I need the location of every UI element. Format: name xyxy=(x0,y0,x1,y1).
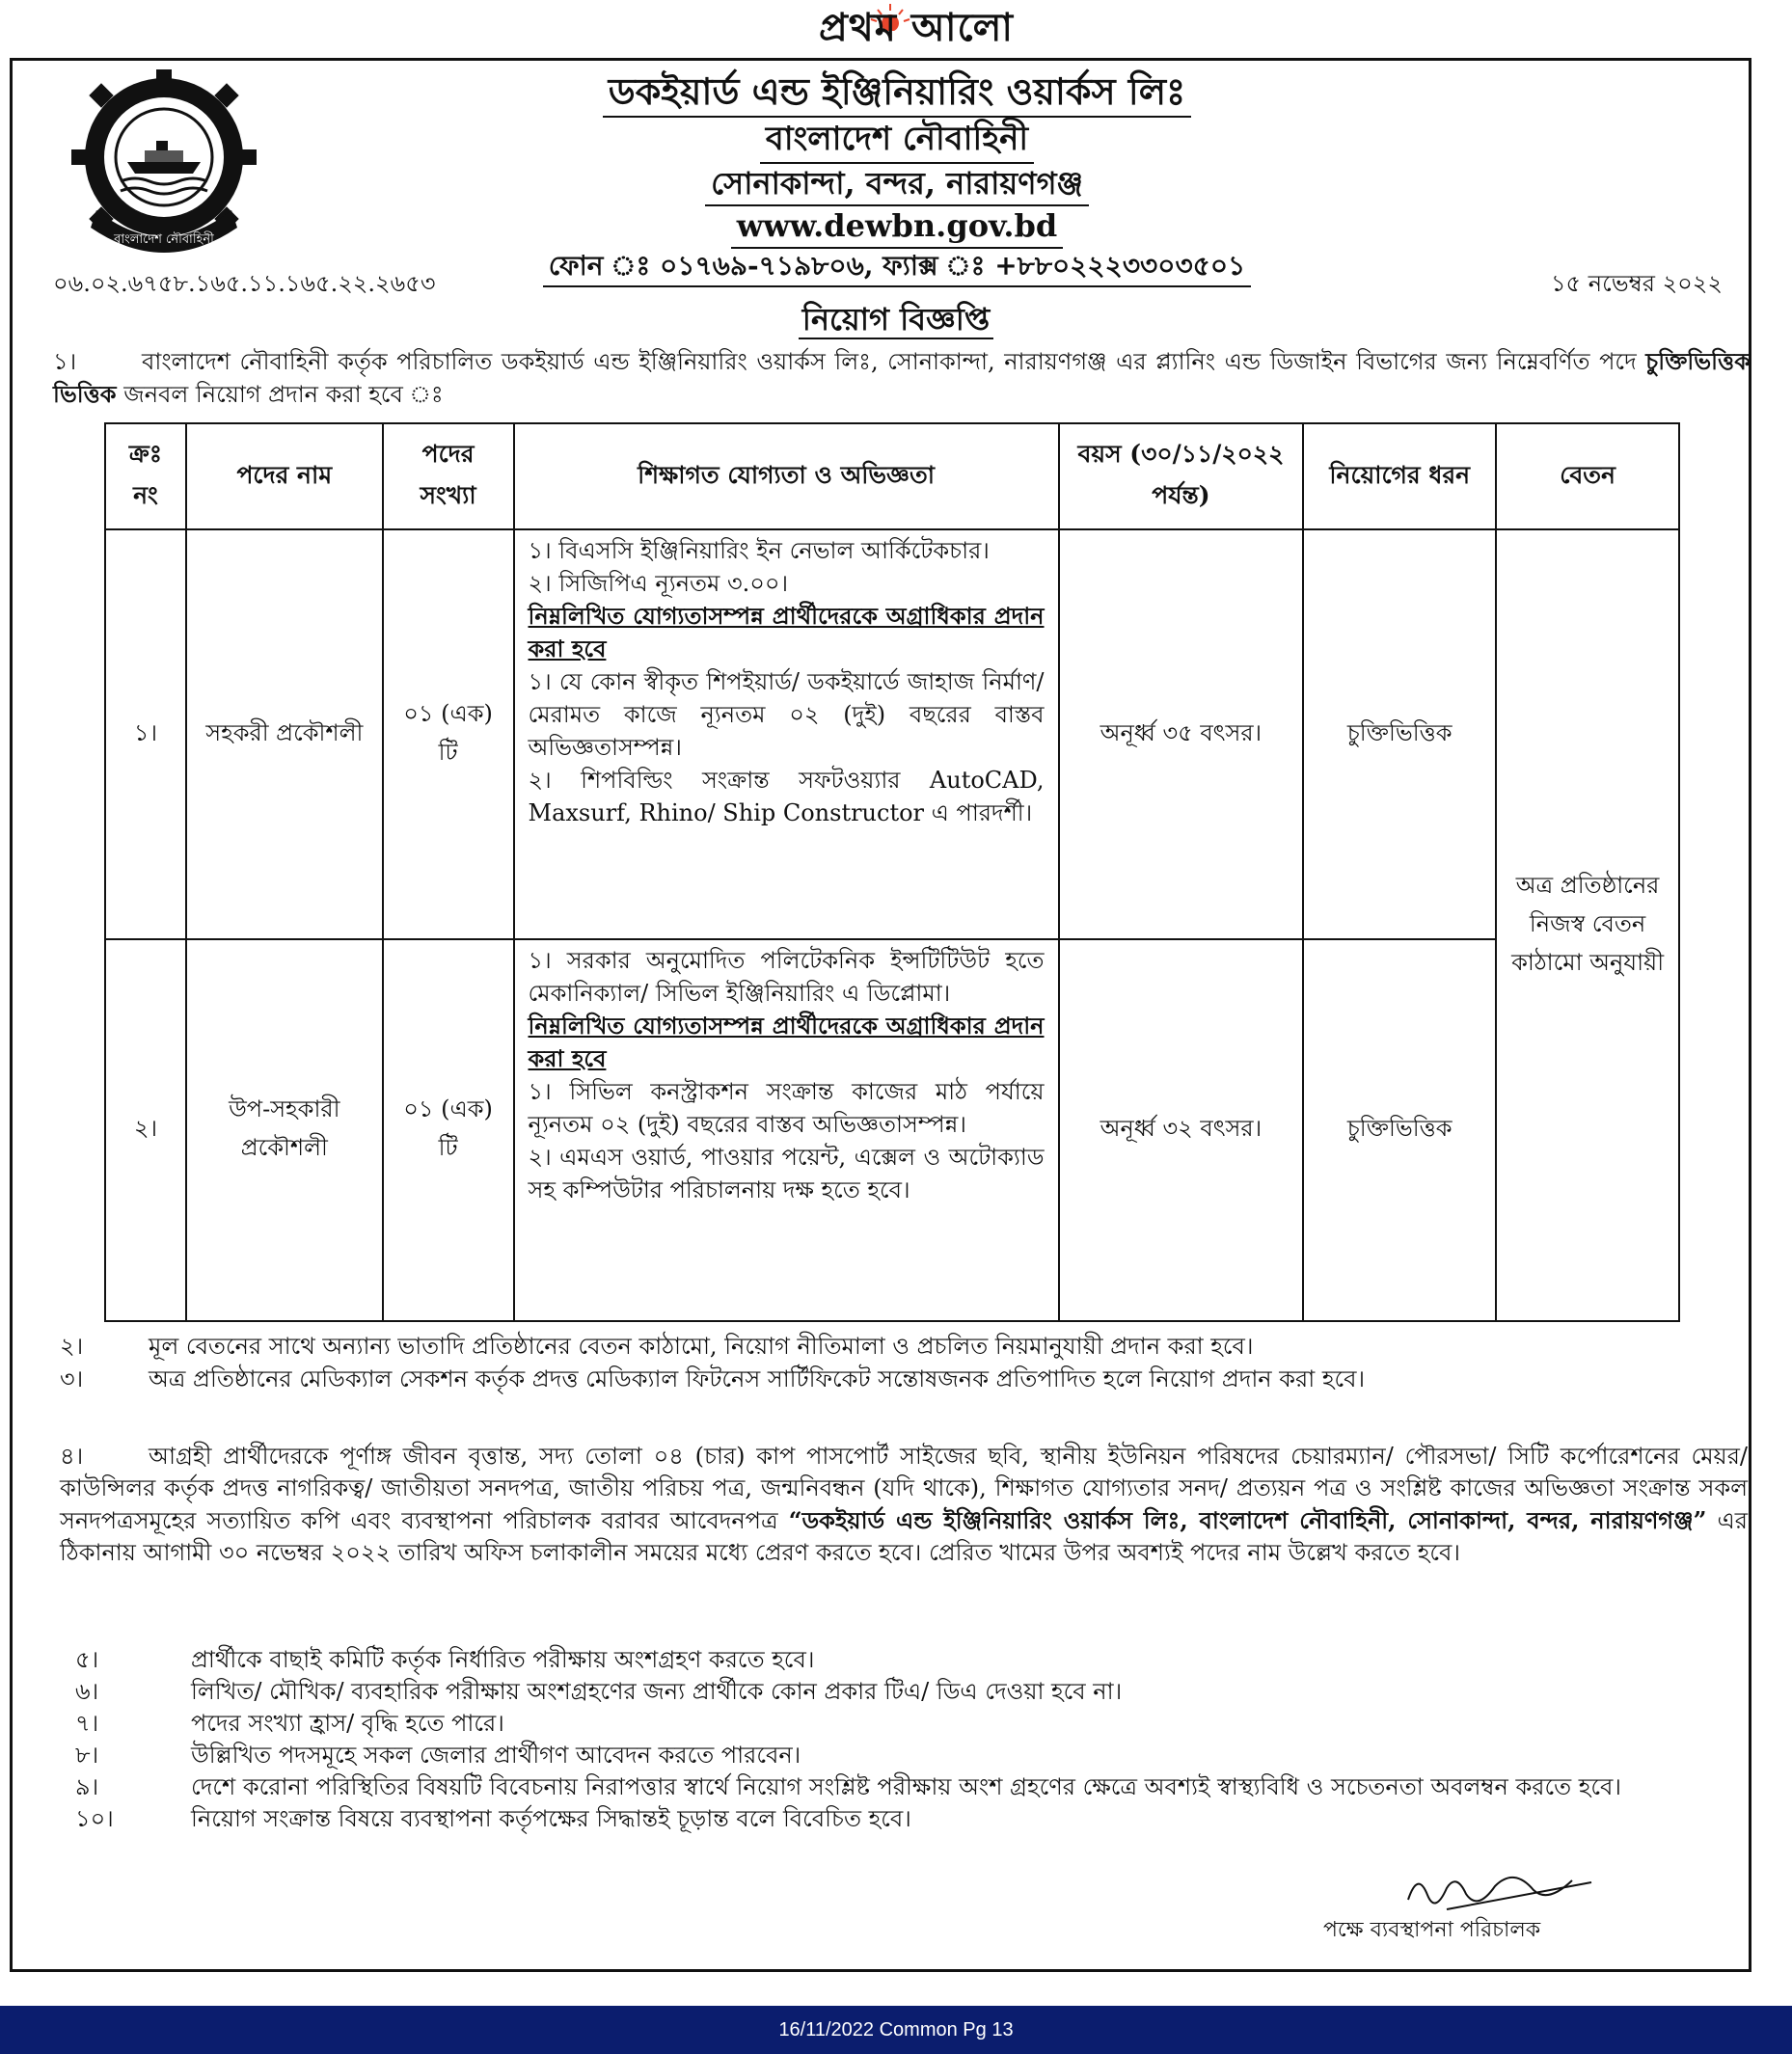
contact-line: ফোন ঃ ০১৭৬৯-৭১৯৮০৬, ফ্যাক্স ঃ +৮৮০২২২৩৩০৩৫০১ xyxy=(543,247,1251,287)
row-qualification xyxy=(514,939,1059,1321)
term-number: ৬। xyxy=(75,1678,99,1705)
term-text: উল্লিখিত পদসমূহে সকল জেলার প্রার্থীগণ আবেদন করতে পারবেন। xyxy=(191,1742,801,1769)
terms-list xyxy=(75,1644,1734,1835)
term-3-number: ৩। xyxy=(60,1365,84,1392)
row-type: চুক্তিভিত্তিক xyxy=(1303,939,1496,1321)
row-age: অনূর্ধ্ব ৩৫ বৎসর। xyxy=(1059,529,1304,939)
term-text: প্রার্থীকে বাছাই কমিটি কর্তৃক নির্ধারিত পরীক্ষায় অংশগ্রহণ করতে হবে। xyxy=(191,1646,815,1673)
row-serial: ১। xyxy=(105,529,186,939)
qualification-item: ১। সরকার অনুমোদিত পলিটেকনিক ইন্সটিটিউট হতে মেকানিক্যাল/ সিভিল ইঞ্জিনিয়ারিং এ ডিপ্লোমা। xyxy=(528,947,1045,1007)
notice-title-wrapper xyxy=(0,295,1792,347)
reference-number: ০৬.০২.৬৭৫৮.১৬৫.১১.১৬৫.২২.২৬৫৩ xyxy=(53,270,436,297)
term-2-number: ২। xyxy=(60,1333,84,1360)
term-2 xyxy=(60,1331,1748,1363)
intro-text-bold: চুক্তিভিত্তিক ভিত্তিক xyxy=(53,347,1751,408)
term-text: পদের সংখ্যা হ্রাস/ বৃদ্ধি হতে পারে। xyxy=(191,1710,504,1737)
term-text: লিখিত/ মৌখিক/ ব্যবহারিক পরীক্ষায় অংশগ্রহণের জন্য প্রার্থীকে কোন প্রকার টিএ/ ডিএ দেওয়া হবে না। xyxy=(191,1678,1123,1705)
notice-date: ১৫ নভেম্বর ২০২২ xyxy=(1550,270,1723,297)
newspaper-brand: প্রথম আলো xyxy=(818,5,1015,50)
preference-item: ২। শিপবিল্ডিং সংক্রান্ত সফটওয়্যার AutoCAD, Maxsurf, Rhino/ Ship Constructor এ পারদর্শী। xyxy=(528,767,1045,826)
term-text: নিয়োগ সংক্রান্ত বিষয়ে ব্যবস্থাপনা কর্তৃপক্ষের সিদ্ধান্তই চূড়ান্ত বলে বিবেচিত হবে। xyxy=(191,1805,911,1832)
preference-heading: নিম্নলিখিত যোগ্যতাসম্পন্ন প্রার্থীদেরকে অগ্রাধিকার প্রদান করা হবে xyxy=(528,1012,1045,1072)
navy-name: বাংলাদেশ নৌবাহিনী xyxy=(760,116,1034,164)
term-number: ৫। xyxy=(75,1646,99,1673)
signature-mark-icon xyxy=(1389,1861,1601,1919)
qualification-item: ১। বিএসসি ইঞ্জিনিয়ারিং ইন নেভাল আর্কিটেকচার। xyxy=(528,537,990,564)
logo-caption: বাংলাদেশ নৌবাহিনী xyxy=(114,232,214,247)
term-number: ৮। xyxy=(75,1742,99,1769)
row-serial: ২। xyxy=(105,939,186,1321)
salary-cell: অত্র প্রতিষ্ঠানের নিজস্ব বেতন কাঠামো অনুযায়ী xyxy=(1496,529,1679,1321)
jobs-table xyxy=(104,422,1680,1322)
qualification-item: ২। সিজিপিএ ন্যূনতম ৩.০০। xyxy=(528,570,789,597)
row-type: চুক্তিভিত্তিক xyxy=(1303,529,1496,939)
term-2-text: মূল বেতনের সাথে অন্যান্য ভাতাদি প্রতিষ্ঠানের বেতন কাঠামো, নিয়োগ নীতিমালা ও প্রচলিত নিয়মানুযায়ী প্রদান করা হবে। xyxy=(149,1333,1254,1360)
header-qualification: শিক্ষাগত যোগ্যতা ও অভিজ্ঞতা xyxy=(514,423,1059,529)
dockyard-emblem-logo xyxy=(68,66,260,258)
notice-title: নিয়োগ বিজ্ঞপ্তি xyxy=(799,301,993,339)
list-item xyxy=(75,1676,1734,1708)
website-link[interactable]: www.dewbn.gov.bd xyxy=(731,204,1064,249)
term-4-text-b: এর ঠিকানায় আগামী ৩০ নভেম্বর ২০২২ তারিখ অফিস চলাকালীন সময়ের মধ্যে প্রেরণ করতে হবে। প্রেরিত খামের উপর অবশ্যই পদের নাম উল্লেখ করতে হবে। xyxy=(60,1507,1748,1566)
table-header-row xyxy=(105,423,1679,529)
organization-header xyxy=(386,68,1408,285)
preference-item: ১। সিভিল কনস্ট্রাকশন সংক্রান্ত কাজের মাঠ পর্যায়ে ন্যূনতম ০২ (দুই) বছরের বাস্তব অভিজ্ঞতাসম্পন্ন। xyxy=(528,1078,1045,1138)
intro-number: ১। xyxy=(53,348,77,375)
row-count: ০১ (এক) টি xyxy=(383,529,514,939)
header-salary: বেতন xyxy=(1496,423,1679,529)
header-count: পদের সংখ্যা xyxy=(383,423,514,529)
term-4 xyxy=(60,1441,1748,1569)
table-row xyxy=(105,529,1679,939)
preference-item: ২। এমএস ওয়ার্ড, পাওয়ার পয়েন্ট, এক্সেল ও অটোক্যাড সহ কম্পিউটার পরিচালনায় দক্ষ হতে হবে। xyxy=(528,1144,1045,1203)
row-qualification xyxy=(514,529,1059,939)
list-item xyxy=(75,1771,1734,1803)
row-count: ০১ (এক) টি xyxy=(383,939,514,1321)
preference-heading: নিম্নলিখিত যোগ্যতাসম্পন্ন প্রার্থীদেরকে অগ্রাধিকার প্রদান করা হবে xyxy=(528,602,1045,662)
page-footer: 16/11/2022 Common Pg 13 xyxy=(0,2006,1792,2054)
term-3-text: অত্র প্রতিষ্ঠানের মেডিক্যাল সেকশন কর্তৃক প্রদত্ত মেডিক্যাল ফিটনেস সার্টিফিকেট সন্তোষজনক প্রতিপাদিত হলে নিয়োগ প্রদান করা হবে। xyxy=(149,1365,1366,1392)
term-number: ৭। xyxy=(75,1710,99,1737)
row-post: সহকরী প্রকৌশলী xyxy=(186,529,383,939)
term-4-address: “ডকইয়ার্ড এন্ড ইঞ্জিনিয়ারিং ওয়ার্কস লিঃ, বাংলাদেশ নৌবাহিনী, সোনাকান্দা, বন্দর, নারায়ণগঞ্জ” xyxy=(788,1506,1707,1534)
term-4-text-a: আগ্রহী প্রার্থীদেরকে পূর্ণাঙ্গ জীবন বৃত্তান্ত, সদ্য তোলা ০৪ (চার) কাপ পাসপোর্ট সাইজের ছবি, স্থানীয় ইউনিয়ন পরিষদের চেয়ারম্যান/ পৌরসভা/ সিটি কর্পোরেশনের মেয়র/ কাউন্সিলর কর্তৃক প্রদত্ত নাগরিকত্ব/ জাতীয়তা সনদপত্র, জাতীয় পরিচয় পত্র, জন্মনিবন্ধন (যদি থাকে), শিক্ষাগত যোগ্যতার সনদ/ প্রত্যয়ন পত্র ও সংশ্লিষ্ট কাজের অভিজ্ঞতা সংক্রান্ত সকল সনদপত্রসমূহের সত্যায়িত কপি এবং ব্যবস্থাপনা পরিচালক বরাবর আবেদনপত্র xyxy=(60,1443,1748,1534)
term-number: ১০। xyxy=(75,1805,114,1832)
preference-item: ১। যে কোন স্বীকৃত শিপইয়ার্ড/ ডকইয়ার্ডে জাহাজ নির্মাণ/মেরামত কাজে ন্যূনতম ০২ (দুই) বছরের বাস্তব অভিজ্ঞতাসম্পন্ন। xyxy=(528,668,1045,761)
list-item xyxy=(75,1740,1734,1771)
term-text: দেশে করোনা পরিস্থিতির বিষয়টি বিবেচনায় নিরাপত্তার স্বার্থে নিয়োগ সংশ্লিষ্ট পরীক্ষায় অংশ গ্রহণের ক্ষেত্রে অবশ্যই স্বাস্থ্যবিধি ও সচেতনতা অবলম্বন করতে হবে। xyxy=(191,1773,1621,1800)
term-number: ৯। xyxy=(75,1773,99,1800)
table-row xyxy=(105,939,1679,1321)
signature-label: পক্ষে ব্যবস্থাপনা পরিচালক xyxy=(1323,1918,1541,1942)
newspaper-masthead xyxy=(0,0,1792,56)
row-age: অনূর্ধ্ব ৩২ বৎসর। xyxy=(1059,939,1304,1321)
organization-address: সোনাকান্দা, বন্দর, নারায়ণগঞ্জ xyxy=(705,162,1089,206)
list-item xyxy=(75,1803,1734,1835)
list-item xyxy=(75,1708,1734,1740)
intro-text-b: জনবল নিয়োগ প্রদান করা হবে ঃ xyxy=(123,381,444,408)
term-3 xyxy=(60,1364,1748,1395)
header-type: নিয়োগের ধরন xyxy=(1303,423,1496,529)
intro-paragraph xyxy=(53,345,1751,411)
header-age: বয়স (৩০/১১/২০২২ পর্যন্ত) xyxy=(1059,423,1304,529)
row-post: উপ-সহকারী প্রকৌশলী xyxy=(186,939,383,1321)
header-serial: ক্রঃ নং xyxy=(105,423,186,529)
header-post: পদের নাম xyxy=(186,423,383,529)
organization-name: ডকইয়ার্ড এন্ড ইঞ্জিনিয়ারিং ওয়ার্কস লিঃ xyxy=(603,68,1192,118)
list-item xyxy=(75,1644,1734,1676)
term-4-number: ৪। xyxy=(60,1443,84,1470)
intro-text-a: বাংলাদেশ নৌবাহিনী কর্তৃক পরিচালিত ডকইয়ার্ড এন্ড ইঞ্জিনিয়ারিং ওয়ার্কস লিঃ, সোনাকান্দা, নারায়ণগঞ্জ এর প্ল্যানিং এন্ড ডিজাইন বিভাগের জন্য নিম্নেবর্ণিত পদে xyxy=(142,348,1637,375)
